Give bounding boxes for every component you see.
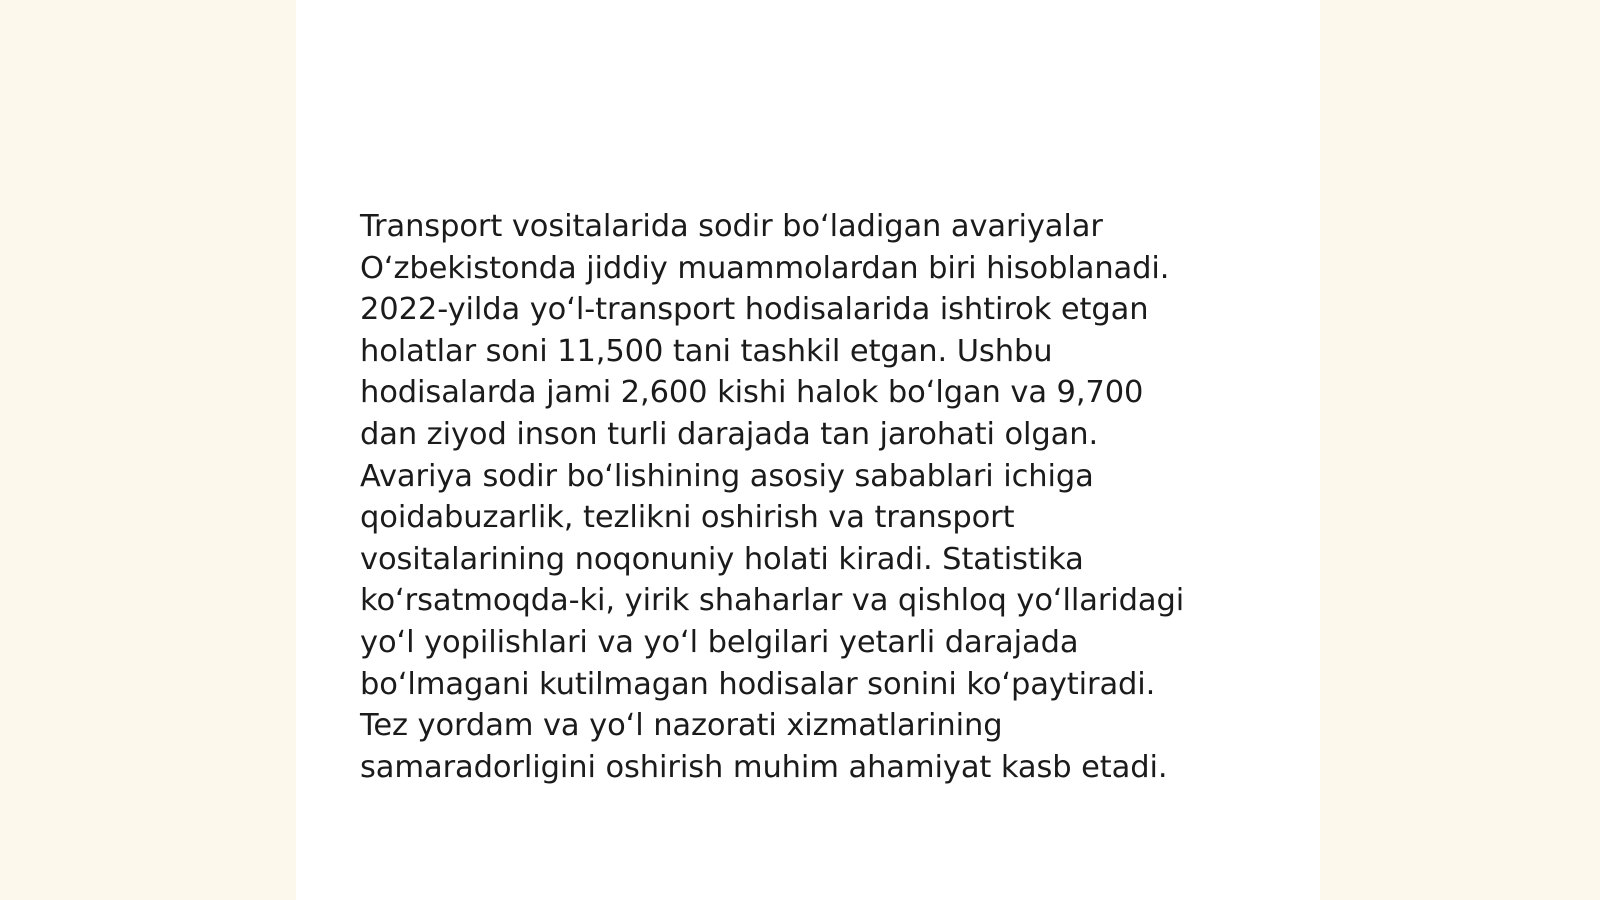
paragraph-line: O‘zbekistonda jiddiy muammolardan biri hisoblanadi. xyxy=(360,250,1170,286)
paragraph-line: dan ziyod inson turli darajada tan jarohati olgan. xyxy=(360,416,1099,452)
paragraph-line: yo‘l yopilishlari va yo‘l belgilari yetarli darajada xyxy=(360,624,1079,660)
paragraph-line: Tez yordam va yo‘l nazorati xizmatlarining xyxy=(360,708,1003,744)
paragraph-line: qoidabuzarlik, tezlikni oshirish va transport xyxy=(360,500,1015,536)
paragraph-line: 2022-yilda yo‘l-transport hodisalarida ishtirok etgan xyxy=(360,292,1149,328)
paragraph-line: Avariya sodir bo‘lishining asosiy sabablari ichiga xyxy=(360,458,1094,494)
paragraph-line: samaradorligini oshirish muhim ahamiyat kasb etadi. xyxy=(360,749,1168,785)
paragraph-line: vositalarining noqonuniy holati kiradi. Statistika xyxy=(360,541,1084,577)
paragraph-line: holatlar soni 11,500 tani tashkil etgan. Ushbu xyxy=(360,333,1053,369)
paragraph-line: ko‘rsatmoqda-ki, yirik shaharlar va qishloq yo‘llaridagi xyxy=(360,583,1185,619)
paragraph-line: hodisalarda jami 2,600 kishi halok bo‘lgan va 9,700 xyxy=(360,375,1144,411)
paragraph-line: bo‘lmagani kutilmagan hodisalar sonini ko‘paytiradi. xyxy=(360,666,1156,702)
paragraph-line: Transport vositalarida sodir bo‘ladigan avariyalar xyxy=(360,209,1103,244)
article-paragraph xyxy=(360,206,1260,788)
document-page xyxy=(296,0,1320,900)
